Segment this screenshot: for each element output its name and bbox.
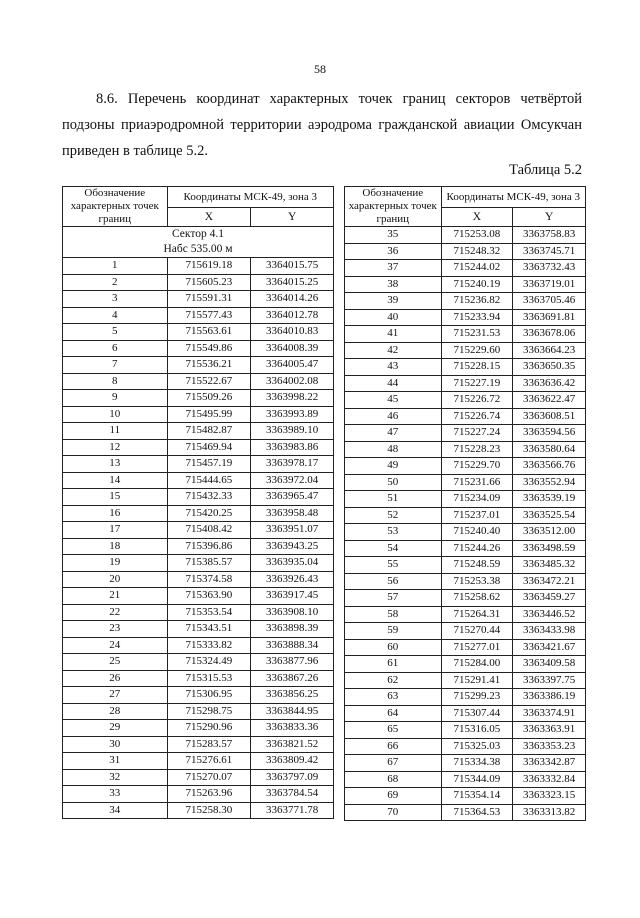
point-id-cell: 63 (345, 689, 442, 706)
x-cell: 715324.49 (167, 654, 251, 671)
point-id-cell: 54 (345, 540, 442, 557)
table-row (345, 573, 586, 590)
table-row (345, 359, 586, 376)
point-id-cell: 23 (63, 621, 168, 638)
table-row (63, 390, 334, 407)
table-row (345, 738, 586, 755)
table-row (63, 522, 334, 539)
x-cell: 715270.07 (167, 769, 251, 786)
point-id-cell: 50 (345, 474, 442, 491)
table-row (345, 309, 586, 326)
point-id-cell: 39 (345, 293, 442, 310)
point-id-cell: 65 (345, 722, 442, 739)
point-id-cell: 45 (345, 392, 442, 409)
point-id-cell: 40 (345, 309, 442, 326)
x-cell: 715228.15 (441, 359, 513, 376)
x-cell: 715353.54 (167, 604, 251, 621)
table-row (63, 588, 334, 605)
point-id-cell: 43 (345, 359, 442, 376)
point-id-cell: 14 (63, 472, 168, 489)
y-cell: 3363978.17 (251, 456, 334, 473)
x-cell: 715354.14 (441, 788, 513, 805)
table-row (345, 474, 586, 491)
x-cell: 715231.53 (441, 326, 513, 343)
x-cell: 715244.02 (441, 260, 513, 277)
y-cell: 3363784.54 (251, 786, 334, 803)
x-cell: 715236.82 (441, 293, 513, 310)
y-cell: 3363323.15 (513, 788, 586, 805)
y-cell: 3363833.36 (251, 720, 334, 737)
table-row (63, 720, 334, 737)
x-cell: 715227.19 (441, 375, 513, 392)
table-row (345, 755, 586, 772)
y-cell: 3363732.43 (513, 260, 586, 277)
x-cell: 715432.33 (167, 489, 251, 506)
table-row (63, 373, 334, 390)
x-cell: 715299.23 (441, 689, 513, 706)
table-row (345, 590, 586, 607)
table-row (63, 505, 334, 522)
table-row (63, 291, 334, 308)
table-row (63, 423, 334, 440)
point-id-cell: 53 (345, 524, 442, 541)
table-row (63, 538, 334, 555)
point-label-header: Обозначение характерных точек границ (63, 187, 168, 227)
table-row (345, 491, 586, 508)
x-cell: 715227.24 (441, 425, 513, 442)
table-row (63, 703, 334, 720)
table-row (63, 753, 334, 770)
point-id-cell: 30 (63, 736, 168, 753)
point-id-cell: 52 (345, 507, 442, 524)
table-row (63, 456, 334, 473)
page-number: 58 (314, 62, 326, 76)
y-cell: 3363943.25 (251, 538, 334, 555)
y-cell: 3363691.81 (513, 309, 586, 326)
point-id-cell: 37 (345, 260, 442, 277)
x-cell: 715325.03 (441, 738, 513, 755)
x-cell: 715444.65 (167, 472, 251, 489)
point-id-cell: 44 (345, 375, 442, 392)
x-cell: 715619.18 (167, 258, 251, 275)
x-cell: 715248.32 (441, 243, 513, 260)
coordinates-table-right (344, 186, 586, 821)
x-cell: 715344.09 (441, 771, 513, 788)
y-cell: 3363926.43 (251, 571, 334, 588)
table-row (345, 342, 586, 359)
y-cell: 3363856.25 (251, 687, 334, 704)
point-id-cell: 51 (345, 491, 442, 508)
table-row (345, 243, 586, 260)
x-cell: 715315.53 (167, 670, 251, 687)
coords-header: Координаты МСК-49, зона 3 (167, 187, 333, 208)
x-cell: 715229.70 (441, 458, 513, 475)
y-cell: 3363797.09 (251, 769, 334, 786)
table-row (345, 689, 586, 706)
point-id-cell: 48 (345, 441, 442, 458)
table-row (345, 392, 586, 409)
y-cell: 3363525.54 (513, 507, 586, 524)
point-id-cell: 9 (63, 390, 168, 407)
point-id-cell: 41 (345, 326, 442, 343)
y-cell: 3363908.10 (251, 604, 334, 621)
point-id-cell: 31 (63, 753, 168, 770)
point-id-cell: 49 (345, 458, 442, 475)
x-cell: 715258.62 (441, 590, 513, 607)
point-id-cell: 24 (63, 637, 168, 654)
heading-line-1: 8.6. Перечень координат характерных точек границ секторов четвёртой (96, 91, 582, 107)
x-cell: 715385.57 (167, 555, 251, 572)
sector-height: Набс 535.00 м (163, 243, 233, 255)
point-label-header: Обозначение характерных точек границ (345, 187, 442, 227)
point-id-cell: 16 (63, 505, 168, 522)
table-row (345, 260, 586, 277)
x-cell: 715276.61 (167, 753, 251, 770)
y-cell: 3363821.52 (251, 736, 334, 753)
heading-line-3: приведен в таблице 5.2. (62, 143, 208, 159)
point-id-cell: 7 (63, 357, 168, 374)
table-row (345, 227, 586, 244)
x-cell: 715237.01 (441, 507, 513, 524)
table-row (63, 654, 334, 671)
point-id-cell: 6 (63, 340, 168, 357)
table-row (345, 540, 586, 557)
x-cell: 715226.74 (441, 408, 513, 425)
point-id-cell: 61 (345, 656, 442, 673)
x-cell: 715509.26 (167, 390, 251, 407)
heading-line-2: подзоны приаэродромной территории аэродрома гражданской авиации Омсукчан (62, 117, 582, 133)
x-cell: 715258.30 (167, 802, 251, 819)
table-row (345, 375, 586, 392)
y-cell: 3363512.00 (513, 524, 586, 541)
point-id-cell: 4 (63, 307, 168, 324)
table-row (63, 621, 334, 638)
x-cell: 715244.26 (441, 540, 513, 557)
x-cell: 715240.19 (441, 276, 513, 293)
x-cell: 715495.99 (167, 406, 251, 423)
x-cell: 715343.51 (167, 621, 251, 638)
x-cell: 715226.72 (441, 392, 513, 409)
x-cell: 715536.21 (167, 357, 251, 374)
x-cell: 715522.67 (167, 373, 251, 390)
x-header: X (441, 208, 513, 227)
y-cell: 3363844.95 (251, 703, 334, 720)
point-id-cell: 15 (63, 489, 168, 506)
table-row (345, 804, 586, 821)
table-row (63, 670, 334, 687)
point-id-cell: 3 (63, 291, 168, 308)
x-cell: 715228.23 (441, 441, 513, 458)
y-cell: 3363917.45 (251, 588, 334, 605)
point-id-cell: 1 (63, 258, 168, 275)
table-row (345, 771, 586, 788)
point-id-cell: 62 (345, 672, 442, 689)
coords-header: Координаты МСК-49, зона 3 (441, 187, 585, 208)
y-cell: 3364005.47 (251, 357, 334, 374)
y-cell: 3363771.78 (251, 802, 334, 819)
point-id-cell: 47 (345, 425, 442, 442)
point-id-cell: 28 (63, 703, 168, 720)
point-id-cell: 5 (63, 324, 168, 341)
y-cell: 3363539.19 (513, 491, 586, 508)
x-cell: 715290.96 (167, 720, 251, 737)
y-cell: 3363342.87 (513, 755, 586, 772)
table-row (345, 639, 586, 656)
x-cell: 715408.42 (167, 522, 251, 539)
point-id-cell: 18 (63, 538, 168, 555)
point-id-cell: 38 (345, 276, 442, 293)
y-cell: 3363594.56 (513, 425, 586, 442)
table-row (63, 258, 334, 275)
x-cell: 715240.40 (441, 524, 513, 541)
table-row (345, 408, 586, 425)
y-cell: 3363664.23 (513, 342, 586, 359)
point-id-cell: 20 (63, 571, 168, 588)
table-row (63, 274, 334, 291)
x-cell: 715263.96 (167, 786, 251, 803)
point-id-cell: 11 (63, 423, 168, 440)
x-cell: 715277.01 (441, 639, 513, 656)
point-id-cell: 58 (345, 606, 442, 623)
point-id-cell: 70 (345, 804, 442, 821)
x-cell: 715333.82 (167, 637, 251, 654)
table-row (63, 736, 334, 753)
point-id-cell: 57 (345, 590, 442, 607)
table-row (63, 439, 334, 456)
y-cell: 3363867.26 (251, 670, 334, 687)
x-cell: 715396.86 (167, 538, 251, 555)
y-cell: 3363332.84 (513, 771, 586, 788)
table-row (345, 656, 586, 673)
x-cell: 715605.23 (167, 274, 251, 291)
table-row (345, 293, 586, 310)
point-id-cell: 67 (345, 755, 442, 772)
x-cell: 715316.05 (441, 722, 513, 739)
x-cell: 715591.31 (167, 291, 251, 308)
y-cell: 3363809.42 (251, 753, 334, 770)
y-cell: 3364002.08 (251, 373, 334, 390)
x-cell: 715229.60 (441, 342, 513, 359)
point-id-cell: 33 (63, 786, 168, 803)
y-cell: 3363983.86 (251, 439, 334, 456)
y-cell: 3363758.83 (513, 227, 586, 244)
table-row (345, 705, 586, 722)
table-row (63, 604, 334, 621)
y-cell: 3364014.26 (251, 291, 334, 308)
point-id-cell: 26 (63, 670, 168, 687)
table-row (63, 357, 334, 374)
table-row (63, 406, 334, 423)
x-cell: 715270.44 (441, 623, 513, 640)
y-cell: 3363446.52 (513, 606, 586, 623)
y-cell: 3363374.91 (513, 705, 586, 722)
y-cell: 3363566.76 (513, 458, 586, 475)
x-cell: 715248.59 (441, 557, 513, 574)
y-cell: 3364008.39 (251, 340, 334, 357)
x-cell: 715364.53 (441, 804, 513, 821)
point-id-cell: 68 (345, 771, 442, 788)
table-caption: Таблица 5.2 (509, 162, 582, 178)
x-cell: 715233.94 (441, 309, 513, 326)
y-cell: 3363409.58 (513, 656, 586, 673)
point-id-cell: 13 (63, 456, 168, 473)
table-row (63, 324, 334, 341)
x-cell: 715549.86 (167, 340, 251, 357)
point-id-cell: 55 (345, 557, 442, 574)
point-id-cell: 46 (345, 408, 442, 425)
y-cell: 3363459.27 (513, 590, 586, 607)
y-header: Y (251, 208, 334, 227)
x-cell: 715363.90 (167, 588, 251, 605)
table-row (345, 441, 586, 458)
table-row (63, 555, 334, 572)
y-cell: 3363552.94 (513, 474, 586, 491)
table-row (63, 802, 334, 819)
point-id-cell: 21 (63, 588, 168, 605)
point-id-cell: 10 (63, 406, 168, 423)
x-header: X (167, 208, 251, 227)
x-cell: 715253.08 (441, 227, 513, 244)
x-cell: 715420.25 (167, 505, 251, 522)
point-id-cell: 42 (345, 342, 442, 359)
table-row (345, 623, 586, 640)
point-id-cell: 56 (345, 573, 442, 590)
point-id-cell: 34 (63, 802, 168, 819)
sector-row (63, 227, 334, 258)
y-cell: 3363608.51 (513, 408, 586, 425)
point-id-cell: 32 (63, 769, 168, 786)
table-row (345, 425, 586, 442)
y-cell: 3363498.59 (513, 540, 586, 557)
y-cell: 3363433.98 (513, 623, 586, 640)
y-cell: 3363678.06 (513, 326, 586, 343)
point-id-cell: 29 (63, 720, 168, 737)
table-row (345, 458, 586, 475)
table-row (345, 722, 586, 739)
y-cell: 3363993.89 (251, 406, 334, 423)
point-id-cell: 60 (345, 639, 442, 656)
point-id-cell: 69 (345, 788, 442, 805)
y-cell: 3364015.25 (251, 274, 334, 291)
x-cell: 715283.57 (167, 736, 251, 753)
x-cell: 715307.44 (441, 705, 513, 722)
x-cell: 715334.38 (441, 755, 513, 772)
point-id-cell: 66 (345, 738, 442, 755)
section-heading (62, 86, 582, 164)
y-cell: 3363580.64 (513, 441, 586, 458)
x-cell: 715231.66 (441, 474, 513, 491)
point-id-cell: 35 (345, 227, 442, 244)
y-cell: 3363705.46 (513, 293, 586, 310)
y-cell: 3363989.10 (251, 423, 334, 440)
point-id-cell: 17 (63, 522, 168, 539)
table-row (345, 276, 586, 293)
point-id-cell: 22 (63, 604, 168, 621)
table-row (63, 687, 334, 704)
coordinates-table-left (62, 186, 334, 819)
point-id-cell: 2 (63, 274, 168, 291)
table-row (345, 606, 586, 623)
table-row (63, 637, 334, 654)
point-id-cell: 25 (63, 654, 168, 671)
point-id-cell: 64 (345, 705, 442, 722)
y-cell: 3363363.91 (513, 722, 586, 739)
y-cell: 3363935.04 (251, 555, 334, 572)
y-cell: 3363958.48 (251, 505, 334, 522)
point-id-cell: 59 (345, 623, 442, 640)
y-cell: 3363622.47 (513, 392, 586, 409)
point-id-cell: 12 (63, 439, 168, 456)
x-cell: 715264.31 (441, 606, 513, 623)
y-cell: 3364012.78 (251, 307, 334, 324)
y-cell: 3363998.22 (251, 390, 334, 407)
x-cell: 715577.43 (167, 307, 251, 324)
x-cell: 715253.38 (441, 573, 513, 590)
table-row (63, 769, 334, 786)
point-id-cell: 36 (345, 243, 442, 260)
x-cell: 715234.09 (441, 491, 513, 508)
table-row (63, 340, 334, 357)
y-cell: 3364010.83 (251, 324, 334, 341)
table-row (63, 489, 334, 506)
x-cell: 715469.94 (167, 439, 251, 456)
y-cell: 3363719.01 (513, 276, 586, 293)
y-cell: 3363650.35 (513, 359, 586, 376)
y-header: Y (513, 208, 586, 227)
table-row (345, 524, 586, 541)
y-cell: 3363965.47 (251, 489, 334, 506)
x-cell: 715298.75 (167, 703, 251, 720)
y-cell: 3363386.19 (513, 689, 586, 706)
y-cell: 3363353.23 (513, 738, 586, 755)
table-row (63, 472, 334, 489)
table-row (63, 307, 334, 324)
y-cell: 3363745.71 (513, 243, 586, 260)
table-row (345, 507, 586, 524)
table-row (345, 326, 586, 343)
y-cell: 3363888.34 (251, 637, 334, 654)
table-row (345, 672, 586, 689)
point-id-cell: 19 (63, 555, 168, 572)
x-cell: 715482.87 (167, 423, 251, 440)
x-cell: 715374.58 (167, 571, 251, 588)
point-id-cell: 27 (63, 687, 168, 704)
table-row (63, 571, 334, 588)
y-cell: 3363636.42 (513, 375, 586, 392)
x-cell: 715457.19 (167, 456, 251, 473)
table-row (63, 786, 334, 803)
table-row (345, 788, 586, 805)
y-cell: 3363877.96 (251, 654, 334, 671)
y-cell: 3363951.07 (251, 522, 334, 539)
x-cell: 715563.61 (167, 324, 251, 341)
x-cell: 715284.00 (441, 656, 513, 673)
table-row (345, 557, 586, 574)
y-cell: 3363972.04 (251, 472, 334, 489)
x-cell: 715306.95 (167, 687, 251, 704)
y-cell: 3364015.75 (251, 258, 334, 275)
point-id-cell: 8 (63, 373, 168, 390)
x-cell: 715291.41 (441, 672, 513, 689)
y-cell: 3363421.67 (513, 639, 586, 656)
sector-title: Сектор 4.1 (172, 228, 224, 240)
y-cell: 3363898.39 (251, 621, 334, 638)
y-cell: 3363313.82 (513, 804, 586, 821)
y-cell: 3363485.32 (513, 557, 586, 574)
y-cell: 3363397.75 (513, 672, 586, 689)
y-cell: 3363472.21 (513, 573, 586, 590)
